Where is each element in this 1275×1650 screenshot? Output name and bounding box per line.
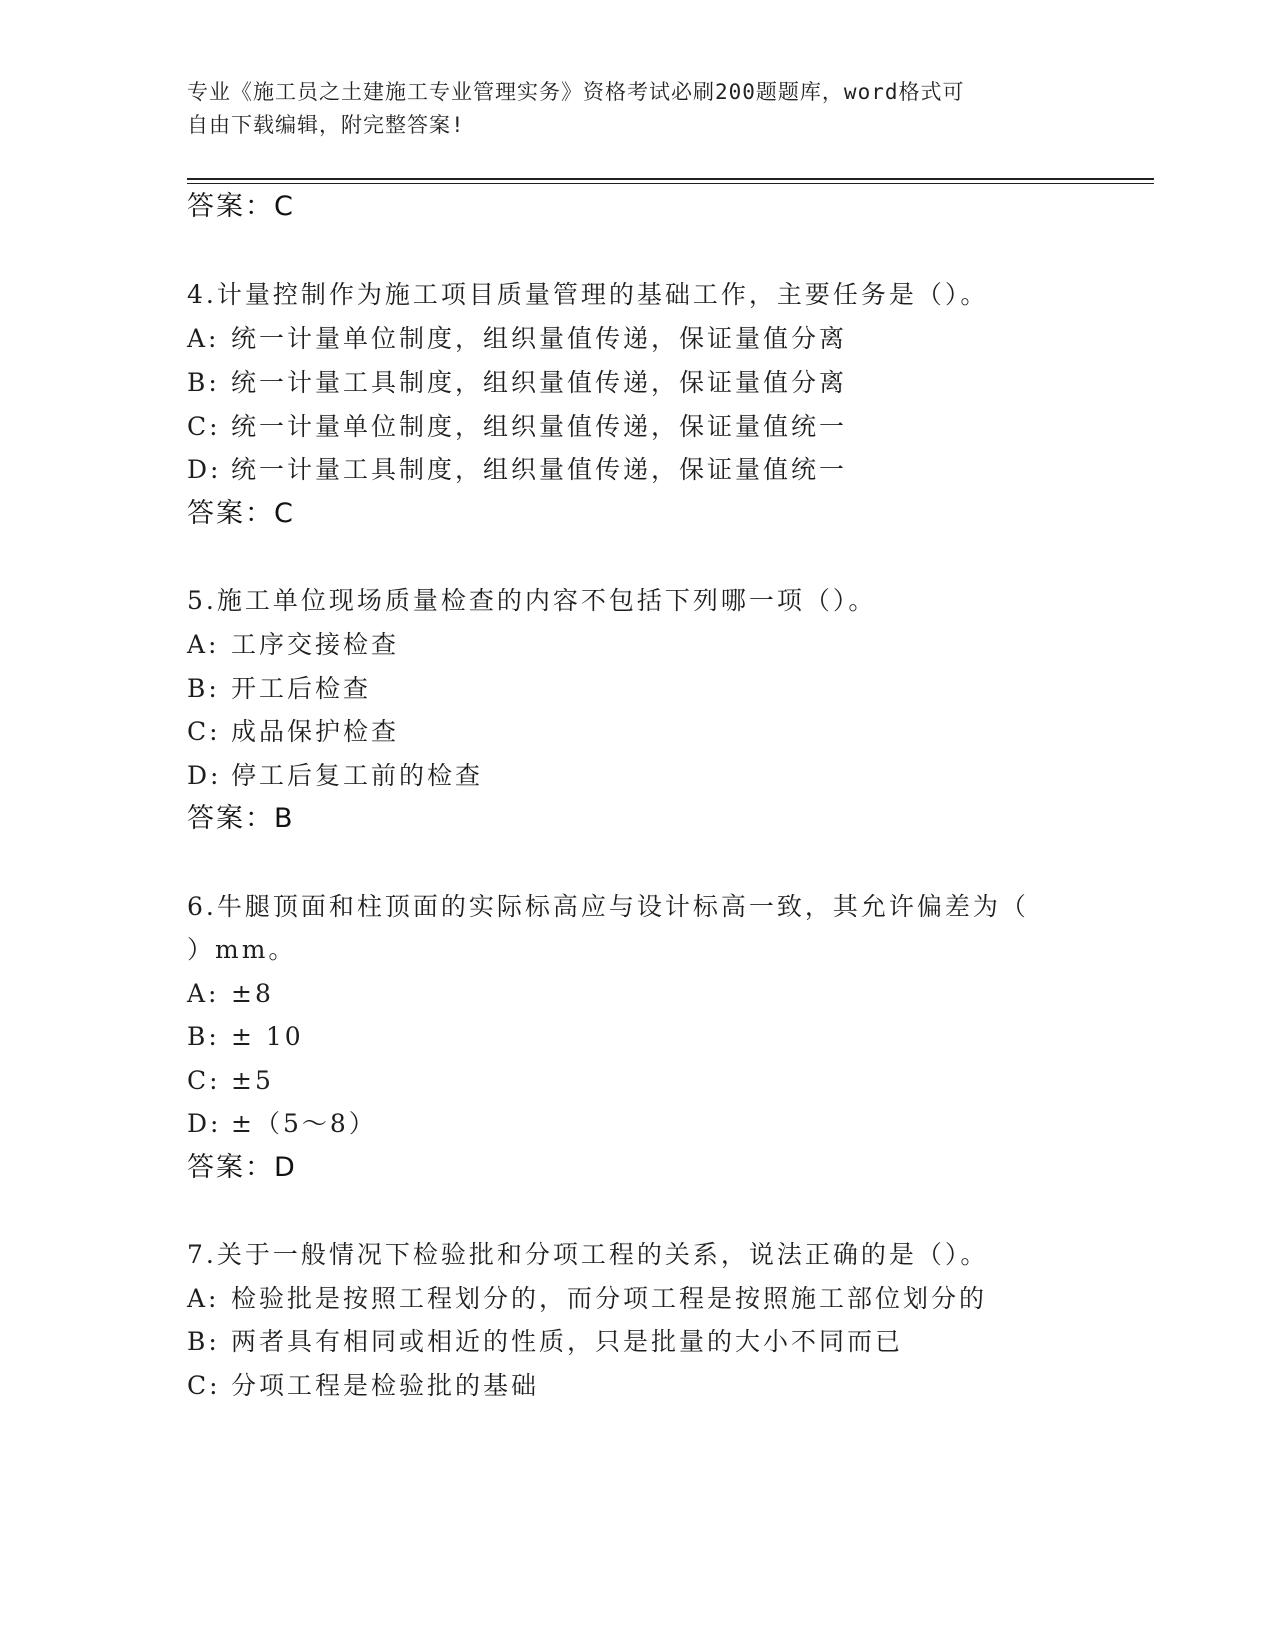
option-key: A: (187, 630, 220, 659)
question-7-option-a (187, 1282, 987, 1316)
option-key: C: (187, 1066, 221, 1095)
option-text: ± 10 (231, 1022, 304, 1051)
option-key: B: (187, 674, 220, 703)
header-line-1: 专业《施工员之土建施工专业管理实务》资格考试必刷200题题库，word格式可 (187, 80, 965, 104)
option-key: C: (187, 717, 221, 746)
question-6-answer: 答案：D (187, 1152, 297, 1183)
answer-prev: 答案：C (187, 191, 295, 222)
question-4-answer: 答案：C (187, 498, 295, 529)
question-5-answer: 答案：B (187, 803, 295, 834)
option-text: 工序交接检查 (231, 630, 400, 659)
question-6-option-b (187, 1020, 304, 1054)
question-6-stem-cont: ）mm。 (187, 935, 297, 964)
question-7-option-c (187, 1369, 539, 1403)
option-key: A: (187, 324, 220, 353)
question-5-option-b (187, 672, 371, 706)
option-key: A: (187, 979, 220, 1008)
question-4-option-b (187, 366, 847, 400)
option-text: 统一计量单位制度，组织量值传递，保证量值分离 (231, 324, 848, 353)
option-text: ±5 (231, 1066, 274, 1095)
option-key: A: (187, 1284, 220, 1313)
question-4-option-c (187, 410, 847, 444)
option-text: 成品保护检查 (231, 717, 400, 746)
option-text: 开工后检查 (231, 674, 372, 703)
document-header-note (187, 76, 1067, 142)
option-text: 检验批是按照工程划分的，而分项工程是按照施工部位划分的 (231, 1284, 988, 1313)
question-5-option-a (187, 628, 399, 662)
option-key: C: (187, 412, 221, 441)
option-text: 停工后复工前的检查 (231, 761, 484, 790)
question-4-stem: 4.计量控制作为施工项目质量管理的基础工作，主要任务是（）。 (187, 280, 989, 309)
option-text: 统一计量工具制度，组织量值传递，保证量值分离 (231, 368, 848, 397)
question-4-option-a (187, 322, 847, 356)
option-key: C: (187, 1371, 221, 1400)
question-4-option-d (187, 453, 847, 487)
question-6-option-d (187, 1107, 377, 1141)
question-6-stem: 6.牛腿顶面和柱顶面的实际标高应与设计标高一致，其允许偏差为（ (187, 892, 1029, 921)
option-text: 两者具有相同或相近的性质，只是批量的大小不同而已 (231, 1327, 904, 1356)
option-key: B: (187, 1327, 220, 1356)
option-text: 分项工程是检验批的基础 (231, 1371, 540, 1400)
question-6-option-c (187, 1064, 274, 1098)
option-text: 统一计量单位制度，组织量值传递，保证量值统一 (231, 412, 848, 441)
option-text: ±（5～8） (231, 1109, 377, 1138)
question-5-stem: 5.施工单位现场质量检查的内容不包括下列哪一项（）。 (187, 586, 877, 615)
option-key: B: (187, 1022, 220, 1051)
option-text: 统一计量工具制度，组织量值传递，保证量值统一 (231, 455, 848, 484)
option-key: B: (187, 368, 220, 397)
question-6-option-a (187, 977, 274, 1011)
header-divider (187, 178, 1154, 180)
header-divider-thin (187, 183, 1154, 184)
option-key: D: (187, 455, 222, 484)
option-key: D: (187, 1109, 222, 1138)
question-5-option-d (187, 759, 483, 793)
option-key: D: (187, 761, 222, 790)
option-text: ±8 (231, 979, 274, 1008)
question-7-stem: 7.关于一般情况下检验批和分项工程的关系，说法正确的是（）。 (187, 1240, 989, 1269)
question-5-option-c (187, 715, 399, 749)
header-line-2: 自由下载编辑，附完整答案! (187, 113, 465, 137)
question-7-option-b (187, 1325, 903, 1359)
